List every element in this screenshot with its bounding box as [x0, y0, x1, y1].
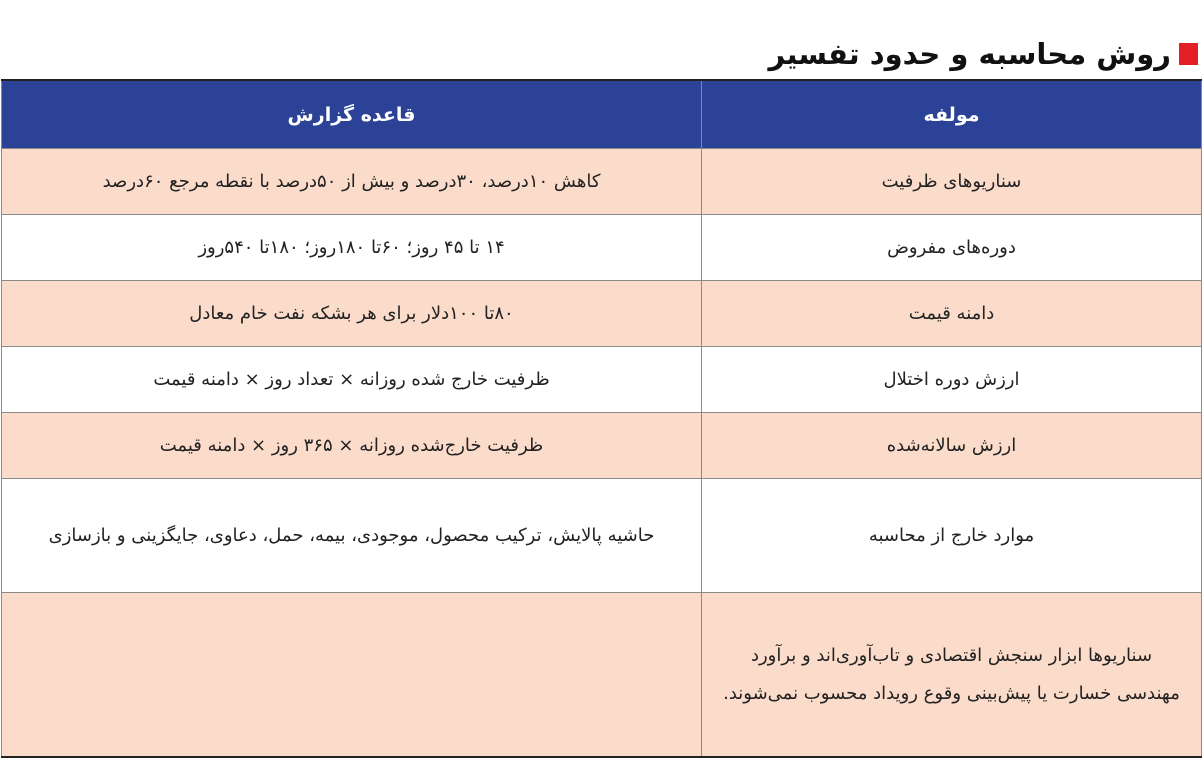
- rule-cell: ۸۰تا ۱۰۰دلار برای هر بشکه نفت خام معادل: [2, 281, 702, 347]
- rule-cell: ظرفیت خارج‌شده روزانه × ۳۶۵ روز × دامنه قیمت: [2, 413, 702, 479]
- disclaimer-note-cell: سناریوها ابزار سنجش اقتصادی و تاب‌آوری‌اند و برآورد مهندسی خسارت یا پیش‌بینی وقوع رویداد محسوب نمی‌شوند.: [702, 593, 1202, 758]
- component-cell: سناریوهای ظرفیت: [702, 149, 1202, 215]
- table-row: [2, 149, 1202, 215]
- report-table: [1, 79, 1202, 758]
- rule-cell-empty: [2, 593, 702, 758]
- table-row: [2, 413, 1202, 479]
- rule-cell: ۱۴ تا ۴۵ روز؛ ۶۰تا ۱۸۰روز؛ ۱۸۰تا ۵۴۰روز: [2, 215, 702, 281]
- component-cell: دوره‌های مفروض: [702, 215, 1202, 281]
- rule-cell: حاشیه پالایش، ترکیب محصول، موجودی، بیمه، حمل، دعاوی، جایگزینی و بازسازی: [2, 479, 702, 593]
- table-row: [2, 593, 1202, 758]
- rule-cell: کاهش ۱۰درصد، ۳۰درصد و بیش از ۵۰درصد با نقطه مرجع ۶۰درصد: [2, 149, 702, 215]
- table-row: [2, 347, 1202, 413]
- rule-cell: ظرفیت خارج شده روزانه × تعداد روز × دامنه قیمت: [2, 347, 702, 413]
- section-title: [768, 34, 1198, 74]
- header-component: مولفه: [702, 80, 1202, 149]
- table-row: [2, 479, 1202, 593]
- component-cell: ارزش دوره اختلال: [702, 347, 1202, 413]
- component-cell: ارزش سالانه‌شده: [702, 413, 1202, 479]
- table-row: [2, 215, 1202, 281]
- section-title-text: روش محاسبه و حدود تفسیر: [768, 37, 1171, 71]
- header-rule: قاعده گزارش: [2, 80, 702, 149]
- table-header-row: [2, 80, 1202, 149]
- title-marker-square: [1179, 43, 1198, 65]
- table-row: [2, 281, 1202, 347]
- component-cell: دامنه قیمت: [702, 281, 1202, 347]
- component-cell: موارد خارج از محاسبه: [702, 479, 1202, 593]
